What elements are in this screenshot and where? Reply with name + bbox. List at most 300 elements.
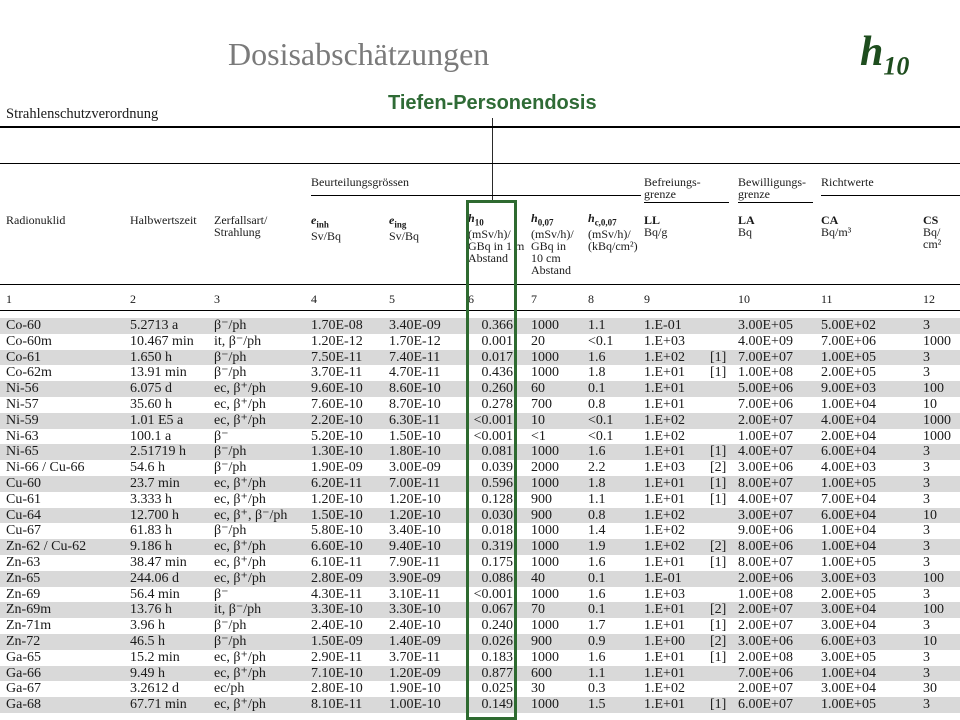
cell-la: 4.00E+07 [738,491,793,507]
cell-e-inh: 2.80E-10 [311,681,363,697]
cell-half-life: 46.5 h [130,633,165,649]
cell-h10: 0.067 [481,602,513,618]
col-header-eing-unit: Sv/Bq [389,229,420,244]
h10-symbol [860,28,909,81]
cell-e-inh: 2.80E-09 [311,570,363,586]
cell-note: [2] [710,602,727,618]
cell-ca: 2.00E+05 [821,365,876,381]
cell-e-ing: 9.40E-10 [389,539,441,555]
cell-e-inh: 1.20E-12 [311,333,363,349]
cell-decay-mode: ec, β⁺/ph [214,554,266,570]
cell-e-inh: 1.50E-09 [311,633,363,649]
cell-la: 2.00E+07 [738,602,793,618]
cell-h007: 1000 [531,523,559,539]
cell-ca: 3.00E+04 [821,618,876,634]
cell-la: 8.00E+07 [738,554,793,570]
cell-h007: 1000 [531,349,559,365]
cell-hc007: 1.6 [588,649,606,665]
cell-e-ing: 3.90E-09 [389,570,441,586]
group-befreiung-2: grenze [644,187,676,201]
cell-cs: 3 [923,539,930,555]
cell-ca: 6.00E+04 [821,444,876,460]
cell-cs: 3 [923,649,930,665]
col-header-la-unit: Bq [738,225,753,239]
col-number-2: 2 [130,292,136,306]
col-header-ll [644,214,667,238]
cell-cs: 30 [923,681,937,697]
col-header-hc007-sub: c,0,07 [594,217,617,228]
cell-ll: 1.E+01 [644,444,685,460]
cell-cs: 10 [923,507,937,523]
cell-ll: 1.E+01 [644,602,685,618]
col-header-h10-l1: (mSv/h)/ [468,227,511,242]
cell-cs: 10 [923,633,937,649]
cell-ll: 1.E+01 [644,475,685,491]
cell-nuclide: Co-60 [6,318,41,333]
cell-e-inh: 6.60E-10 [311,539,363,555]
cell-half-life: 23.7 min [130,475,180,491]
cell-ca: 3.00E+05 [821,649,876,665]
cell-h10: 0.081 [481,444,513,460]
cell-ll: 1.E+02 [644,349,685,365]
group-beurteilung: Beurteilungsgrössen [311,175,409,189]
cell-ll: 1.E+02 [644,681,685,697]
cell-e-inh: 1.90E-09 [311,460,363,476]
cell-ca: 1.00E+05 [821,554,876,570]
col-header-h007-sym: h [531,211,538,225]
cell-la: 6.00E+07 [738,697,793,713]
cell-h007: 40 [531,570,545,586]
cell-la: 2.00E+07 [738,681,793,697]
cell-h10: 0.039 [481,460,513,476]
group-bewilligung-2: grenze [738,187,770,201]
cell-nuclide: Ga-66 [6,665,41,681]
table-rule-2 [0,163,960,164]
cell-e-ing: 1.80E-10 [389,444,441,460]
cell-e-ing: 1.20E-10 [389,507,441,523]
cell-h007: 1000 [531,444,559,460]
col-header-cs-sym: CS [923,213,939,227]
cell-h10: 0.436 [481,365,513,381]
cell-half-life: 1.01 E5 a [130,412,184,428]
cell-hc007: 1.6 [588,586,606,602]
cell-la: 7.00E+06 [738,665,793,681]
cell-cs: 3 [923,475,930,491]
cell-cs: 3 [923,491,930,507]
col-header-h10-sub: 10 [474,217,484,228]
cell-cs: 3 [923,618,930,634]
cell-nuclide: Ni-65 [6,444,39,460]
cell-h10: 0.260 [481,381,513,397]
cell-nuclide: Zn-62 / Cu-62 [6,539,87,555]
cell-decay-mode: β⁻/ph [214,523,247,539]
cell-note: [1] [710,349,727,365]
cell-la: 9.00E+06 [738,523,793,539]
cell-cs: 10 [923,396,937,412]
cell-decay-mode: ec, β⁺/ph [214,412,266,428]
cell-half-life: 12.700 h [130,507,179,523]
cell-ca: 9.00E+03 [821,381,876,397]
cell-h007: 10 [531,412,545,428]
cell-nuclide: Zn-65 [6,570,41,586]
cell-half-life: 9.49 h [130,665,165,681]
cell-decay-mode: β⁻/ph [214,618,247,634]
cell-la: 2.00E+08 [738,649,793,665]
cell-nuclide: Zn-69m [6,602,52,618]
cell-h007: 900 [531,633,552,649]
cell-la: 1.00E+08 [738,586,793,602]
col-header-einh-sub: inh [316,219,329,230]
cell-e-inh: 5.20E-10 [311,428,363,444]
cell-e-ing: 7.40E-11 [389,349,441,365]
cell-ll: 1.E+01 [644,649,685,665]
cell-hc007: 0.1 [588,381,606,397]
cell-h10: 0.278 [481,396,513,412]
cell-e-ing: 3.30E-10 [389,602,441,618]
cell-e-inh: 2.20E-10 [311,412,363,428]
cell-cs: 1000 [923,333,951,349]
cell-e-inh: 8.10E-11 [311,697,363,713]
cell-ll: 1.E+01 [644,381,685,397]
cell-half-life: 3.96 h [130,618,165,634]
cell-h007: 20 [531,333,545,349]
group-richtwerte-underline [821,195,960,196]
cell-e-ing: 1.40E-09 [389,633,441,649]
cell-ll: 1.E+02 [644,539,685,555]
cell-e-inh: 2.90E-11 [311,649,363,665]
col-header-h007-l4: Abstand [531,263,571,278]
cell-nuclide: Ga-68 [6,697,41,713]
cell-la: 1.00E+08 [738,365,793,381]
cell-h007: 1000 [531,618,559,634]
group-bewilligung-underline [738,202,813,203]
cell-h007: 60 [531,381,545,397]
cell-note: [1] [710,475,727,491]
cell-note: [1] [710,618,727,634]
col-header-zerfallsart [214,214,267,238]
cell-h10: 0.128 [481,491,513,507]
cell-cs: 3 [923,365,930,381]
cell-h007: 70 [531,602,545,618]
col-header-zerfallsart-l2: Strahlung [214,225,261,239]
cell-e-inh: 4.30E-11 [311,586,363,602]
source-label: Strahlenschutzverordnung [6,106,159,122]
col-header-hc007-l2: (kBq/cm²) [588,239,638,254]
cell-ca: 1.00E+04 [821,396,876,412]
cell-ca: 2.00E+05 [821,586,876,602]
cell-h007: 2000 [531,460,559,476]
col-header-ll-sym: LL [644,213,661,227]
cell-half-life: 1.650 h [130,349,172,365]
cell-hc007: 2.2 [588,460,606,476]
cell-e-ing: 4.70E-11 [389,365,441,381]
cell-ll: 1.E+01 [644,365,685,381]
cell-e-inh: 1.20E-10 [311,491,363,507]
cell-half-life: 15.2 min [130,649,180,665]
cell-hc007: 1.1 [588,491,606,507]
col-number-8: 8 [588,292,594,306]
col-number-5: 5 [389,292,395,306]
cell-h10: 0.025 [481,681,513,697]
col-number-7: 7 [531,292,537,306]
col-number-3: 3 [214,292,220,306]
cell-e-inh: 3.30E-10 [311,602,363,618]
cell-e-ing: 3.00E-09 [389,460,441,476]
cell-decay-mode: β⁻/ph [214,460,247,476]
cell-hc007: 1.4 [588,523,606,539]
cell-e-inh: 7.50E-11 [311,349,363,365]
col-header-einh [311,214,341,242]
h10-column-highlight [466,200,517,720]
cell-half-life: 56.4 min [130,586,180,602]
cell-e-ing: 1.50E-10 [389,428,441,444]
cell-half-life: 38.47 min [130,554,187,570]
cell-decay-mode: β⁻/ph [214,318,247,333]
cell-ca: 6.00E+04 [821,507,876,523]
cell-hc007: <0.1 [588,428,614,444]
slide-subtitle: Tiefen-Personendosis [388,92,597,114]
cell-ll: 1.E+01 [644,554,685,570]
cell-h007: 1000 [531,586,559,602]
cell-la: 3.00E+06 [738,460,793,476]
col-header-einh-sym: e [311,213,317,227]
col-header-cs [923,214,941,250]
cell-ll: 1.E+02 [644,507,685,523]
cell-h10: 0.877 [481,665,513,681]
cell-nuclide: Ga-67 [6,681,41,697]
cell-note: [1] [710,697,727,713]
col-header-la [738,214,755,238]
col-number-9: 9 [644,292,650,306]
cell-e-inh: 5.80E-10 [311,523,363,539]
cell-decay-mode: ec, β⁺/ph [214,649,266,665]
col-number-6: 6 [468,292,474,306]
cell-e-ing: 1.70E-12 [389,333,441,349]
cell-half-life: 13.91 min [130,365,187,381]
cell-nuclide: Cu-67 [6,523,41,539]
cell-e-ing: 3.10E-11 [389,586,441,602]
cell-half-life: 2.51719 h [130,444,186,460]
cell-h10: 0.366 [481,318,513,333]
cell-hc007: 0.8 [588,507,606,523]
cell-nuclide: Ni-66 / Cu-66 [6,460,85,476]
cell-ll: 1.E+03 [644,333,685,349]
cell-e-inh: 7.60E-10 [311,396,363,412]
cell-h007: 1000 [531,365,559,381]
cell-nuclide: Zn-69 [6,586,41,602]
cell-cs: 3 [923,523,930,539]
cell-note: [2] [710,460,727,476]
col-number-10: 10 [738,292,750,306]
cell-half-life: 3.333 h [130,491,172,507]
cell-la: 8.00E+06 [738,539,793,555]
group-richtwerte: Richtwerte [821,175,874,189]
cell-hc007: <0.1 [588,412,614,428]
cell-note: [1] [710,649,727,665]
cell-e-ing: 7.00E-11 [389,475,441,491]
group-bewilligung-1: Bewilligungs- [738,175,806,189]
cell-h007: 1000 [531,475,559,491]
cell-note: [1] [710,491,727,507]
cell-la: 2.00E+06 [738,570,793,586]
cell-nuclide: Ni-59 [6,412,39,428]
callout-line [492,118,493,200]
cell-e-inh: 9.60E-10 [311,381,363,397]
col-number-12: 12 [923,292,935,306]
cell-la: 2.00E+07 [738,618,793,634]
cell-e-ing: 8.70E-10 [389,396,441,412]
cell-e-ing: 8.60E-10 [389,381,441,397]
col-header-h007-l2: GBq in [531,239,567,254]
cell-ll: 1.E+02 [644,412,685,428]
col-header-h007-l3: 10 cm [531,251,561,266]
cell-half-life: 13.76 h [130,602,172,618]
cell-decay-mode: ec, β⁺/ph [214,697,266,713]
col-number-1: 1 [6,292,12,306]
cell-decay-mode: ec/ph [214,681,245,697]
cell-h10: 0.030 [481,507,513,523]
cell-ll: 1.E+01 [644,697,685,713]
cell-e-inh: 3.70E-11 [311,365,363,381]
cell-ca: 4.00E+04 [821,412,876,428]
cell-h10: 0.086 [481,570,513,586]
cell-decay-mode: ec, β⁺/ph [214,491,266,507]
cell-ll: 1.E+02 [644,428,685,444]
cell-ca: 1.00E+04 [821,665,876,681]
col-header-ca [821,214,851,238]
cell-ca: 2.00E+04 [821,428,876,444]
cell-ll: 1.E+00 [644,633,685,649]
cell-e-ing: 7.90E-11 [389,554,441,570]
cell-la: 7.00E+06 [738,396,793,412]
cell-ll: 1.E+01 [644,491,685,507]
col-header-eing [389,214,419,242]
cell-nuclide: Co-60m [6,333,52,349]
cell-nuclide: Cu-64 [6,507,41,523]
cell-h10: <0.001 [473,412,513,428]
cell-h10: 0.596 [481,475,513,491]
cell-hc007: 0.9 [588,633,606,649]
cell-cs: 100 [923,381,944,397]
cell-half-life: 35.60 h [130,396,172,412]
cell-ll: 1.E-01 [644,318,682,333]
group-beurteilung-underline [311,195,641,196]
cell-hc007: 1.1 [588,318,606,333]
col-header-cs-unit-2: cm² [923,237,942,251]
cell-la: 4.00E+07 [738,444,793,460]
cell-cs: 3 [923,554,930,570]
cell-e-inh: 6.10E-11 [311,554,363,570]
col-header-h007-sub: 0,07 [537,217,554,228]
cell-nuclide: Cu-61 [6,491,41,507]
col-header-ca-sym: CA [821,213,839,227]
cell-hc007: 0.1 [588,570,606,586]
cell-cs: 1000 [923,412,951,428]
col-header-cs-unit-1: Bq/ [923,225,941,239]
col-header-radionuklid: Radionuklid [6,213,66,227]
col-header-h007 [531,212,574,276]
cell-la: 7.00E+07 [738,349,793,365]
cell-nuclide: Ni-57 [6,396,39,412]
cell-h007: 1000 [531,554,559,570]
cell-hc007: 1.5 [588,697,606,713]
cell-cs: 3 [923,318,930,333]
cell-decay-mode: it, β⁻/ph [214,602,262,618]
cell-cs: 3 [923,697,930,713]
cell-half-life: 54.6 h [130,460,165,476]
cell-half-life: 3.2612 d [130,681,179,697]
cell-la: 3.00E+06 [738,633,793,649]
cell-la: 3.00E+07 [738,507,793,523]
cell-hc007: 1.6 [588,554,606,570]
cell-la: 8.00E+07 [738,475,793,491]
cell-decay-mode: ec, β⁺/ph [214,396,266,412]
cell-hc007: 1.6 [588,349,606,365]
cell-cs: 3 [923,665,930,681]
cell-note: [1] [710,554,727,570]
cell-la: 5.00E+06 [738,381,793,397]
cell-decay-mode: ec, β⁺/ph [214,539,266,555]
col-header-eing-sym: e [389,213,395,227]
col-header-ll-unit: Bq/g [644,225,668,239]
col-header-h007-l1: (mSv/h)/ [531,227,574,242]
cell-h007: 1000 [531,697,559,713]
cell-e-ing: 6.30E-11 [389,412,441,428]
cell-ca: 1.00E+05 [821,349,876,365]
col-header-halbwertszeit: Halbwertszeit [130,213,197,227]
col-header-hc007 [588,212,638,252]
cell-h10: <0.001 [473,428,513,444]
cell-h007: 1000 [531,649,559,665]
cell-ll: 1.E+01 [644,396,685,412]
cell-la: 1.00E+07 [738,428,793,444]
cell-e-ing: 1.20E-10 [389,491,441,507]
cell-half-life: 6.075 d [130,381,172,397]
col-header-ca-unit: Bq/m³ [821,225,852,239]
col-header-h10-sym: h [468,211,475,225]
cell-half-life: 67.71 min [130,697,187,713]
cell-e-ing: 2.40E-10 [389,618,441,634]
cell-cs: 3 [923,586,930,602]
cell-hc007: 1.1 [588,665,606,681]
cell-decay-mode: β⁻/ph [214,349,247,365]
col-number-11: 11 [821,292,833,306]
h10-symbol-sub: 10 [883,51,910,81]
col-header-la-sym: LA [738,213,755,227]
cell-decay-mode: ec, β⁺, β⁻/ph [214,507,288,523]
cell-h10: 0.001 [481,333,513,349]
cell-ll: 1.E+01 [644,618,685,634]
cell-half-life: 9.186 h [130,539,172,555]
cell-h10: 0.240 [481,618,513,634]
cell-note: [1] [710,365,727,381]
cell-decay-mode: ec, β⁺/ph [214,475,266,491]
cell-ll: 1.E+01 [644,665,685,681]
cell-cs: 3 [923,444,930,460]
cell-e-ing: 3.40E-10 [389,523,441,539]
col-header-zerfallsart-l1: Zerfallsart/ [214,213,268,227]
cell-hc007: 1.8 [588,365,606,381]
cell-e-ing: 1.00E-10 [389,697,441,713]
cell-h007: <1 [531,428,546,444]
cell-ll: 1.E+03 [644,586,685,602]
cell-ca: 3.00E+04 [821,681,876,697]
cell-h10: 0.183 [481,649,513,665]
cell-nuclide: Ga-65 [6,649,41,665]
slide-title: Dosisabschätzungen [228,36,490,72]
cell-decay-mode: β⁻ [214,428,229,444]
cell-ca: 3.00E+03 [821,570,876,586]
